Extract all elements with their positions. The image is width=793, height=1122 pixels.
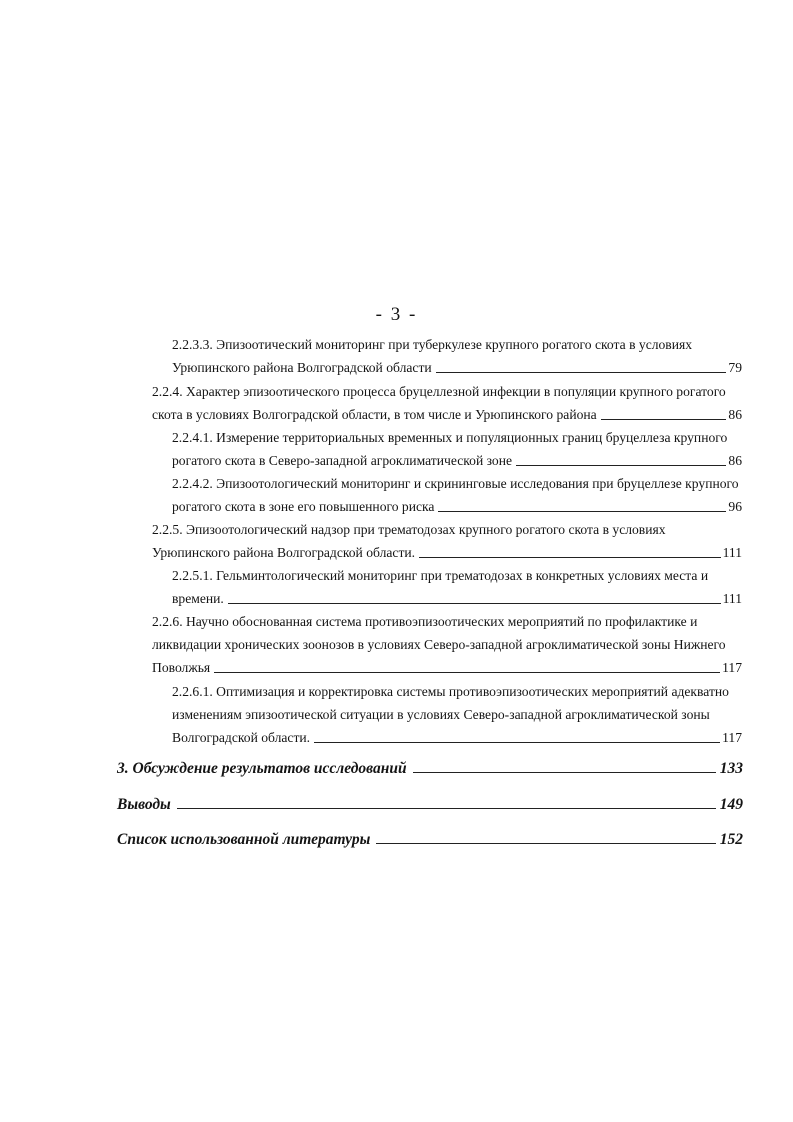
toc-entry-text: ликвидации хронических зоонозов в условиях Северо-западной агроклиматической зоны Нижнего (152, 637, 726, 652)
toc-entry[interactable] (152, 610, 742, 679)
toc-entry[interactable] (152, 380, 742, 426)
toc-main-title: Выводы (117, 796, 171, 813)
toc-entry-text: 2.2.6.1. Оптимизация и корректировка системы противоэпизоотических мероприятий адекватно (172, 684, 729, 699)
toc-entry-text: Урюпинского района Волгоградской области (172, 360, 432, 375)
dot-leader (177, 807, 716, 809)
toc-entry-text: 2.2.5.1. Гельминтологический мониторинг при трематодозах в конкретных условиях места и (172, 568, 709, 583)
toc-entry[interactable] (172, 472, 742, 518)
dot-leader (516, 464, 726, 466)
toc-page-number: 152 (719, 831, 743, 848)
toc-entry-text: Волгоградской области. (172, 730, 311, 745)
dot-leader (214, 671, 720, 673)
toc-entry-text: Поволжья (152, 660, 211, 675)
toc-entry-text: времени. (172, 591, 224, 606)
toc-entry-text: Урюпинского района Волгоградской области. (152, 545, 416, 560)
dot-leader (436, 371, 727, 373)
toc-entry-text: рогатого скота в Северо-западной агроклиматической зоне (172, 453, 513, 468)
toc-entry[interactable] (152, 518, 742, 564)
toc-entry-text: скота в условиях Волгоградской области, в том числе и Урюпинского района (152, 407, 597, 422)
toc-page-number: 86 (728, 453, 742, 468)
toc-page-number: 111 (722, 591, 742, 606)
toc-entry-text: 2.2.6. Научно обоснованная система противоэпизоотических мероприятий по профилактике и (152, 614, 698, 629)
dot-leader (314, 741, 720, 743)
toc-page-number: 96 (728, 499, 742, 514)
toc-entry-text: 2.2.4.1. Измерение территориальных временных и популяционных границ бруцеллеза крупного (172, 430, 728, 445)
dot-leader (413, 771, 716, 773)
toc-entry-text: 2.2.5. Эпизоотологический надзор при трематодозах крупного рогатого скота в условиях (152, 522, 666, 537)
dot-leader (601, 418, 727, 420)
dot-leader (376, 842, 715, 844)
toc-page-number: 149 (719, 796, 743, 813)
toc-entry[interactable] (172, 333, 742, 379)
toc-page-number: 133 (719, 760, 743, 777)
toc-entry[interactable] (172, 680, 742, 749)
page-number: - 3 - (375, 304, 418, 325)
toc-main-title: Список использованной литературы (117, 831, 371, 848)
toc-main-title: 3. Обсуждение результатов исследований (117, 760, 407, 777)
dot-leader (419, 556, 721, 558)
toc-entry-text: 2.2.4.2. Эпизоотологический мониторинг и скрининговые исследования при бруцеллезе крупного (172, 476, 739, 491)
toc-main-entry[interactable] (117, 831, 743, 849)
toc-entry[interactable] (172, 564, 742, 610)
toc-main-entry[interactable] (117, 760, 743, 778)
toc-page-number: 117 (722, 730, 742, 745)
toc-entry-text: 2.2.4. Характер эпизоотического процесса бруцеллезной инфекции в популяции крупного рогатого (152, 384, 726, 399)
toc-entry-text: рогатого скота в зоне его повышенного риска (172, 499, 435, 514)
toc-page-number: 79 (728, 360, 742, 375)
dot-leader (438, 510, 726, 512)
toc-entry-text: изменениям эпизоотической ситуации в условиях Северо-западной агроклиматической зоны (172, 707, 710, 722)
toc-entry-text: 2.2.3.3. Эпизоотический мониторинг при туберкулезе крупного рогатого скота в условиях (172, 337, 693, 352)
toc-main-entry[interactable] (117, 796, 743, 814)
toc-page-number: 117 (722, 660, 742, 675)
toc-page-number: 111 (722, 545, 742, 560)
toc-entry[interactable] (172, 426, 742, 472)
toc-page-number: 86 (728, 407, 742, 422)
dot-leader (228, 602, 721, 604)
